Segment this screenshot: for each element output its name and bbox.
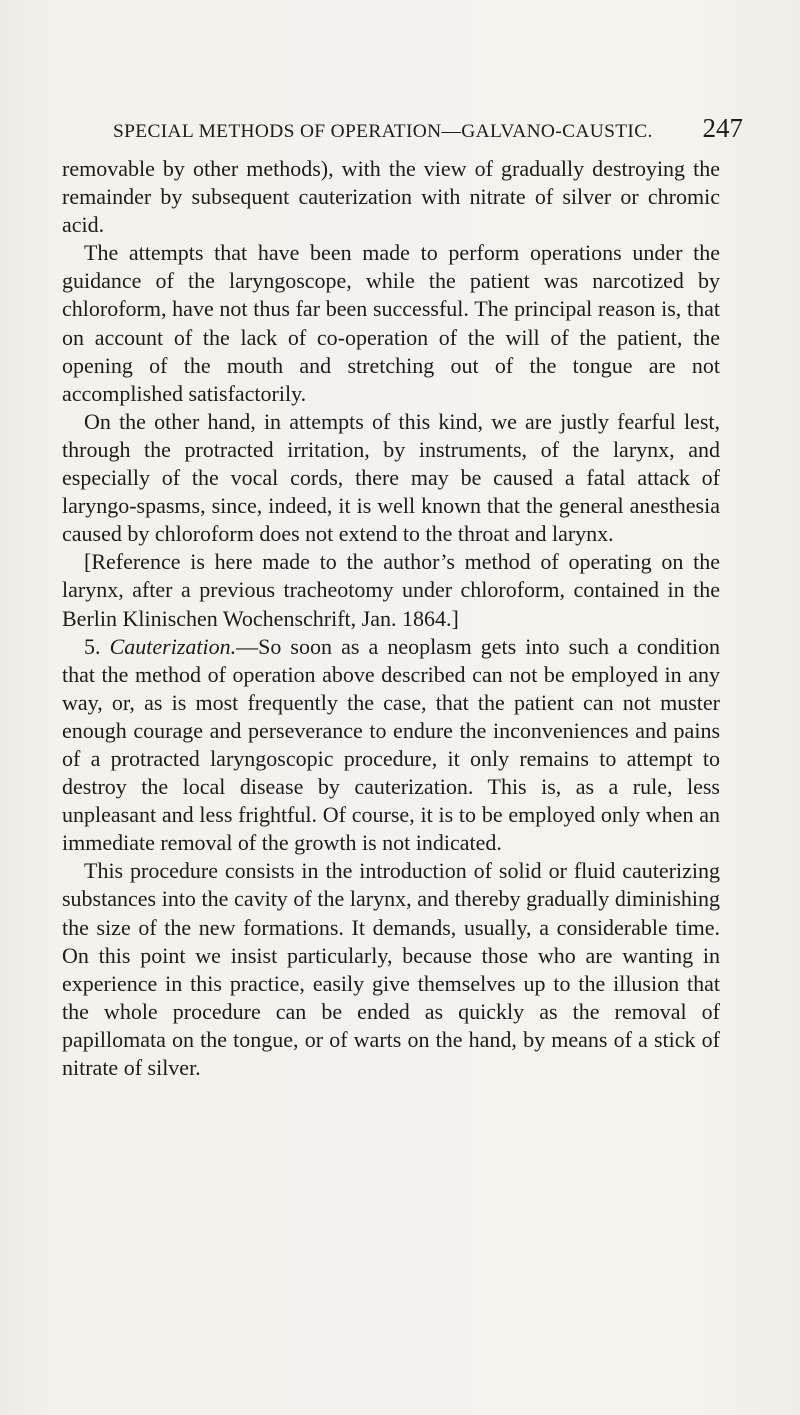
page-number: 247: [702, 113, 743, 143]
paragraph-procedure: This procedure consists in the introduction of solid or fluid cauterizing substances into the cavity of the larynx, and thereby gradually diminishing the size of the new formations. It demands, usually, a considerable time. On this point we insist particularly, because those who are wanting in experience in this practice, easily give themselves up to the illusion that the whole procedure can be ended as quickly as the removal of papillomata on the tongue, or of warts on the hand, by means of a stick of nitrate of silver.: [62, 858, 720, 1080]
running-head: [113, 113, 743, 144]
paragraph-continuation: removable by other methods), with the view of gradually destroying the remainder by subsequent cauterization with nitrate of silver or chromic acid.: [62, 156, 720, 238]
paragraph-cauterization-text: —So soon as a neoplasm gets into such a condition that the method of operation above described can not be employed in any way, or, as is most frequently the case, that the patient can not muster enough courage and perseverance to endure the inconveniences and pains of a protracted laryngoscopic procedure, it only remains to attempt to destroy the local disease by cauterization. This is, as a rule, less unpleasant and less frightful. Of course, it is to be employed only when an immediate removal of the growth is not indicated.: [62, 633, 720, 856]
section-heading: Cauterization.: [109, 633, 237, 659]
section-number: 5.: [84, 633, 101, 659]
paragraph-laryngoscope-chloroform: The attempts that have been made to perform operations under the guidance of the laryngoscope, while the patient was narcotized by chloroform, have not thus far been successful. The principal reason is, that on account of the lack of co-operation of the will of the patient, the opening of the mouth and stretching out of the tongue are not accomplished satisfactorily.: [62, 240, 720, 406]
paragraph-reference-note: [Reference is here made to the author’s method of operating on the larynx, after a previous tracheotomy under chloroform, contained in the Berlin Klinischen Wochenschrift, Jan. 1864.]: [62, 549, 720, 631]
paragraph-laryngo-spasms: On the other hand, in attempts of this kind, we are justly fearful lest, through the protracted irritation, by instruments, of the larynx, and especially of the vocal cords, there may be caused a fatal attack of laryngo-spasms, since, indeed, it is well known that the general anesthesia caused by chloroform does not extend to the throat and larynx.: [62, 408, 720, 547]
running-head-title: SPECIAL METHODS OF OPERATION—GALVANO-CAUSTIC.: [113, 121, 653, 142]
body-text: [62, 155, 720, 1082]
paragraph-cauterization: [62, 633, 720, 858]
